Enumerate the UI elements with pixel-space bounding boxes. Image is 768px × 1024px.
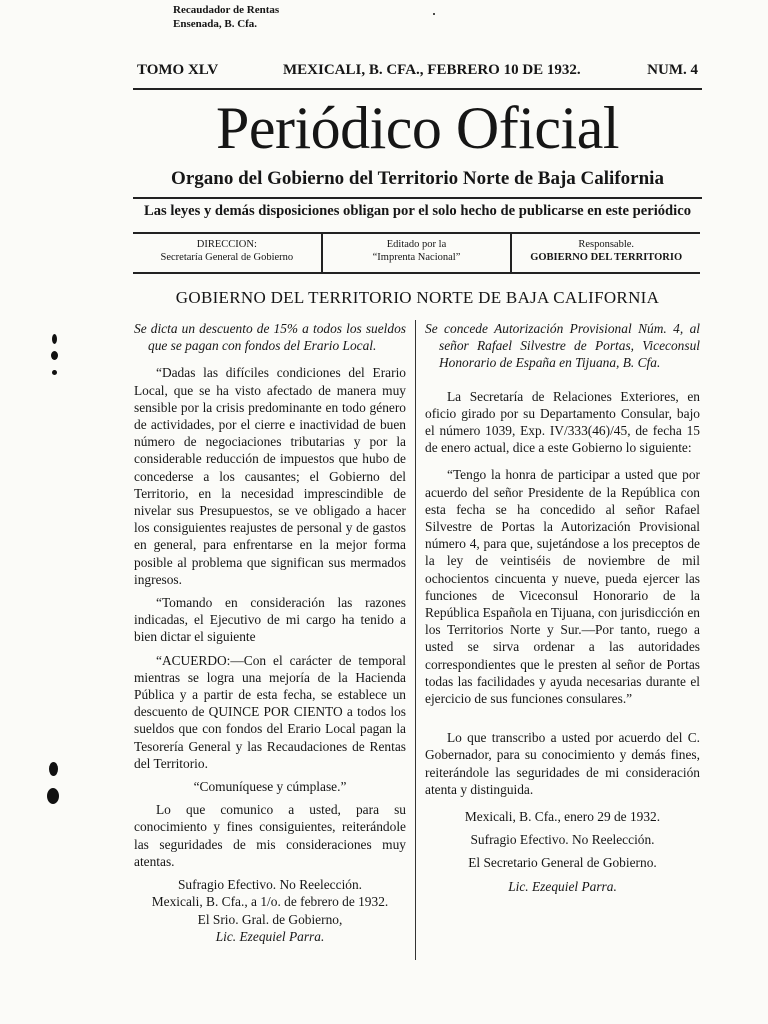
right-paragraph-3: Lo que transcribo a usted por acuerdo del C. Gobernador, para su conocimiento y demás fines, reiterándole las seguridades de mi consideración atenta y distinguida. bbox=[425, 730, 700, 797]
direccion-label: DIRECCION: bbox=[196, 239, 257, 250]
legal-notice: Las leyes y demás disposiciones obligan por el solo hecho de publicarse en este periódico bbox=[143, 203, 692, 219]
left-paragraph-2: “Tomando en consideración las razones indicadas, el Ejecutivo de mi cargo ha tenido a bien dictar el siguiente bbox=[134, 595, 406, 645]
left-paragraph-4: “Comuníquese y cúmplase.” bbox=[193, 779, 347, 795]
right-column bbox=[425, 320, 700, 895]
responsable-value: GOBIERNO DEL TERRITORIO bbox=[530, 252, 683, 263]
margin-ink-mark bbox=[49, 762, 58, 776]
editado-value: “Imprenta Nacional” bbox=[372, 252, 461, 263]
masthead-rule bbox=[133, 88, 702, 90]
left-signer-title: El Srio. Gral. de Gobierno, bbox=[197, 911, 343, 927]
direccion-value: Secretaría General de Gobierno bbox=[160, 252, 294, 263]
issue-number: NUM. 4 bbox=[647, 62, 698, 78]
newspaper-title: Periódico Oficial bbox=[215, 95, 620, 161]
info-box bbox=[133, 232, 700, 274]
right-paragraph-1: La Secretaría de Relaciones Exteriores, en oficio girado por su Departamento Consular, bajo el número 1039, Exp. IV/333(46)/45, de fecha 15 de enero actual, dice a este Gobierno lo siguiente: bbox=[425, 388, 700, 456]
responsable-cell bbox=[510, 234, 700, 272]
margin-ink-mark bbox=[433, 13, 435, 15]
stamp-line-2: Ensenada, B. Cfa. bbox=[173, 18, 258, 30]
subtitle-rule bbox=[133, 197, 702, 199]
right-summary: Se concede Autorización Provisional Núm. 4, al señor Rafael Silvestre de Portas, Viceconsul Honorario de España en Tijuana, B. Cfa. bbox=[425, 321, 700, 371]
place-date: MEXICALI, B. CFA., FEBRERO 10 DE 1932. bbox=[283, 62, 581, 78]
margin-ink-mark bbox=[47, 788, 59, 804]
direccion-cell bbox=[133, 234, 321, 272]
left-paragraph-3: “ACUERDO:—Con el carácter de temporal mientras se logra una mejoría de la Hacienda Pública y a partir de esta fecha, se establece un descuento de QUINCE POR CIENTO a todos los sueldos que con fondos del Erario Local pagan la Tesorería General y las Recaudaciones de Rentas del Territorio. bbox=[134, 652, 406, 771]
margin-ink-mark bbox=[52, 334, 57, 344]
left-summary: Se dicta un descuento de 15% a todos los sueldos que se pagan con fondos del Erario Local. bbox=[134, 321, 406, 354]
responsable-label: Responsable. bbox=[578, 239, 635, 250]
left-paragraph-5: Lo que comunico a usted, para su conocimiento y fines consiguientes, reiterándole las seguridades de mis consideraciones muy atentas. bbox=[134, 802, 406, 869]
right-date: Mexicali, B. Cfa., enero 29 de 1932. bbox=[464, 809, 661, 825]
section-title: GOBIERNO DEL TERRITORIO NORTE DE BAJA CALIFORNIA bbox=[175, 288, 660, 307]
left-motto: Sufragio Efectivo. No Reelección. bbox=[177, 877, 363, 893]
tomo-label: TOMO XLV bbox=[137, 62, 219, 78]
column-divider bbox=[415, 320, 416, 960]
stamp-line-1: Recaudador de Rentas bbox=[173, 4, 280, 16]
left-signer: Lic. Ezequiel Parra. bbox=[215, 928, 325, 944]
recaudador-stamp bbox=[173, 3, 279, 31]
left-date: Mexicali, B. Cfa., a 1/o. de febrero de 1932. bbox=[151, 894, 389, 910]
right-motto: Sufragio Efectivo. No Reelección. bbox=[470, 832, 655, 848]
margin-ink-mark bbox=[51, 351, 58, 360]
right-signer-title: El Secretario General de Gobierno. bbox=[468, 855, 657, 871]
right-signer: Lic. Ezequiel Parra. bbox=[508, 878, 617, 894]
newspaper-subtitle: Organo del Gobierno del Territorio Norte de Baja California bbox=[171, 168, 664, 189]
right-paragraph-2: “Tengo la honra de participar a usted que por acuerdo del señor Presidente de la República con esta fecha se ha concedido al señor Rafael Silvestre de Portas la Autorización Provisional número 4, para que, sujetándose a los preceptos de la ley de veintiséis de noviembre de mil ochocientos cincuenta y nueve, pueda ejercer las funciones de Viceconsul Honorario de la República Española en Tijuana, con jurisdicción en los Territorios Norte y Sur.—Por tanto, ruego a usted se sirva ordenar a las autoridades correspondientes que le presten al señor de Portas todas las facilidades y ayuda necesarias durante el ejercicio de sus funciones consulares.” bbox=[425, 467, 700, 707]
editado-cell bbox=[321, 234, 511, 272]
left-column bbox=[134, 320, 406, 945]
margin-ink-mark bbox=[52, 370, 57, 375]
left-paragraph-1: “Dadas las difíciles condiciones del Erario Local, que se ha visto afectado de manera muy sensible por la crisis predominante en todo género de actividades, por el cierre e inactividad de buen número de negociaciones tributarias y por la considerable reducción de impuestos que hubo de concederse a los causantes; el Gobierno del Territorio, en la necesidad imprescindible de nivelar sus Presupuestos, se ve obligado a hacer los consiguientes reajustes de personal y de gastos en general, para enfrentarse en la mejor forma posible al problema que significan sus mermados ingresos. bbox=[134, 365, 406, 587]
editado-label: Editado por la bbox=[386, 239, 447, 250]
